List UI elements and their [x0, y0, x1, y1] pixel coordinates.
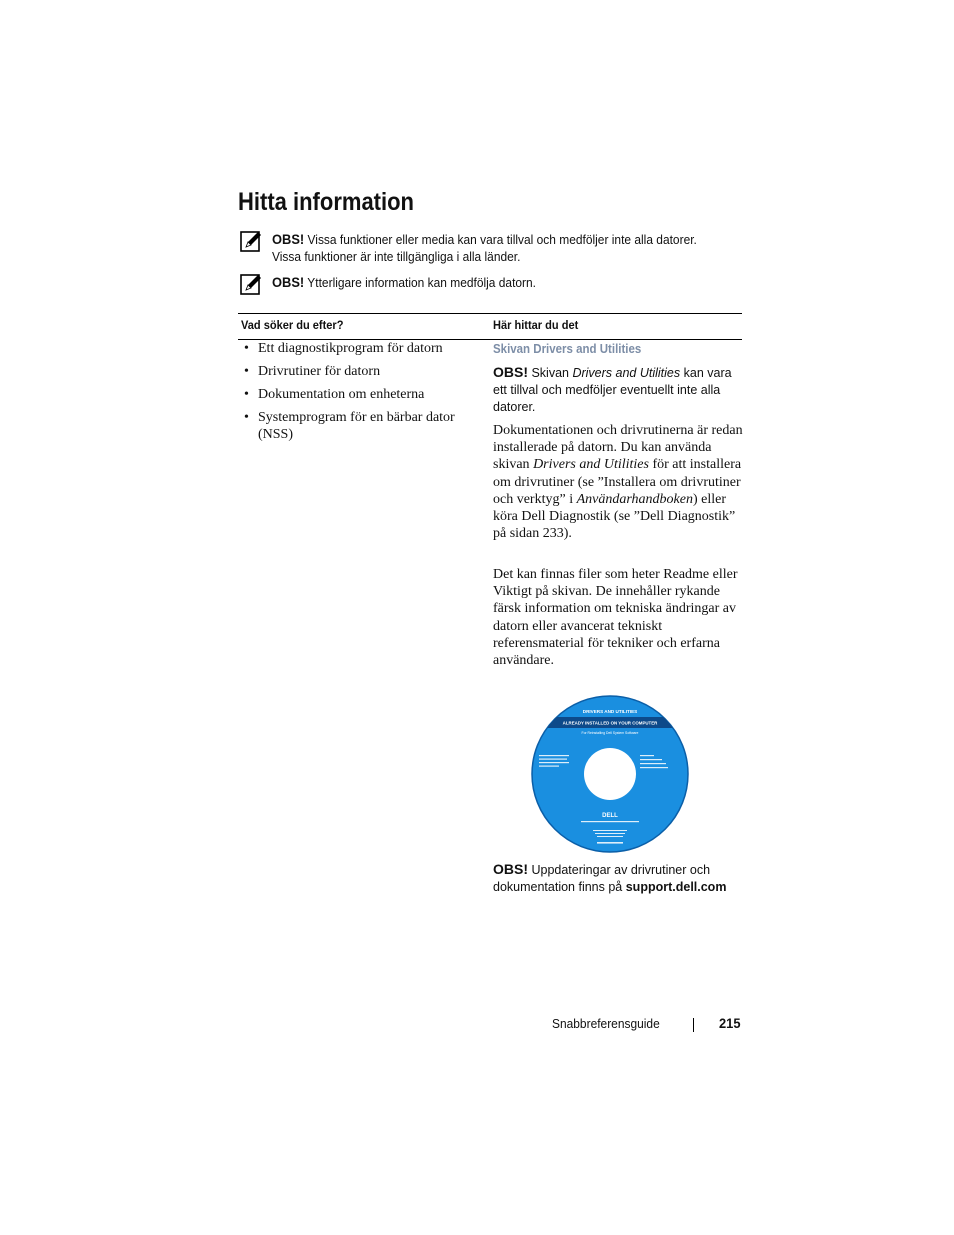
- list-item: • Drivrutiner för datorn: [244, 363, 474, 380]
- note-text: Skivan: [528, 366, 573, 380]
- table-header-where: Här hittar du det: [493, 318, 579, 332]
- list-item: • Dokumentation om enheterna: [244, 386, 474, 403]
- paragraph-text: för att installera om drivrutiner (se ”Installera om drivrutiner och verktyg” i: [493, 457, 742, 507]
- disc-optional-note: [493, 364, 743, 416]
- documentation-paragraph: [493, 422, 743, 542]
- paragraph-text: Dokumentationen och drivrutinerna är redan installerade på datorn. Du kan använda skivan: [493, 423, 743, 473]
- cd-banner-text: ALREADY INSTALLED ON YOUR COMPUTER: [562, 720, 658, 726]
- pencil-note-icon: [240, 274, 262, 296]
- pencil-note-icon: [240, 231, 262, 253]
- readme-paragraph: Det kan finnas filer som heter Readme eller Viktigt på skivan. De innehåller rykande färsk information om tekniska ändringar av datorn eller avancerat tekniskt referensmaterial för tekniker och erfarna användare.: [493, 567, 738, 669]
- cd-subtitle-text: For Reinstalling Dell System Software: [581, 731, 639, 735]
- note-text: Uppdateringar av drivrutiner och dokumentation finns på: [493, 863, 711, 894]
- footer-guide-name: Snabbreferensguide: [552, 1016, 660, 1031]
- note-label: OBS!: [493, 861, 528, 877]
- disc-name-italic: Drivers and Utilities: [533, 457, 649, 473]
- note-2-line1: Ytterligare information kan medfölja datorn.: [304, 275, 536, 290]
- cd-header-text: DRIVERS AND UTILITIES: [582, 709, 638, 714]
- cd-disc-icon: [531, 695, 689, 853]
- note-1-line2: Vissa funktioner är inte tillgängliga i alla länder.: [272, 249, 521, 264]
- table-header-what: Vad söker du efter?: [241, 318, 344, 332]
- note-2-text: [272, 274, 704, 291]
- cd-center-hole: [584, 748, 636, 800]
- note-1-line1: Vissa funktioner eller media kan vara tillval och medföljer inte alla datorer.: [304, 232, 697, 247]
- disc-name-italic: Drivers and Utilities: [572, 366, 681, 380]
- note-text: kan vara ett tillval och medföljer eventuellt inte alla datorer.: [493, 366, 732, 414]
- footer-separator: [693, 1018, 694, 1032]
- paragraph-text: ) eller köra Dell Diagnostik (se ”Dell Diagnostik” på sidan 233).: [493, 491, 736, 542]
- note-2-label: OBS!: [272, 274, 305, 290]
- section-title-drivers-disc: Skivan Drivers and Utilities: [493, 342, 642, 356]
- note-label: OBS!: [493, 364, 528, 380]
- search-items-list: [244, 340, 474, 449]
- user-guide-italic: Användarhandboken: [576, 491, 693, 507]
- dell-logo: DELL: [602, 813, 618, 819]
- note-1-text: [272, 231, 704, 265]
- table-top-rule: [238, 313, 742, 314]
- list-item: • Systemprogram för en bärbar dator (NSS): [244, 409, 474, 443]
- updates-note: [493, 861, 743, 896]
- list-item: • Ett diagnostikprogram för datorn: [244, 340, 474, 357]
- support-link[interactable]: support.dell.com: [625, 880, 727, 894]
- page-title: Hitta information: [238, 188, 414, 216]
- page-number: 215: [719, 1015, 741, 1031]
- note-1-label: OBS!: [272, 231, 305, 247]
